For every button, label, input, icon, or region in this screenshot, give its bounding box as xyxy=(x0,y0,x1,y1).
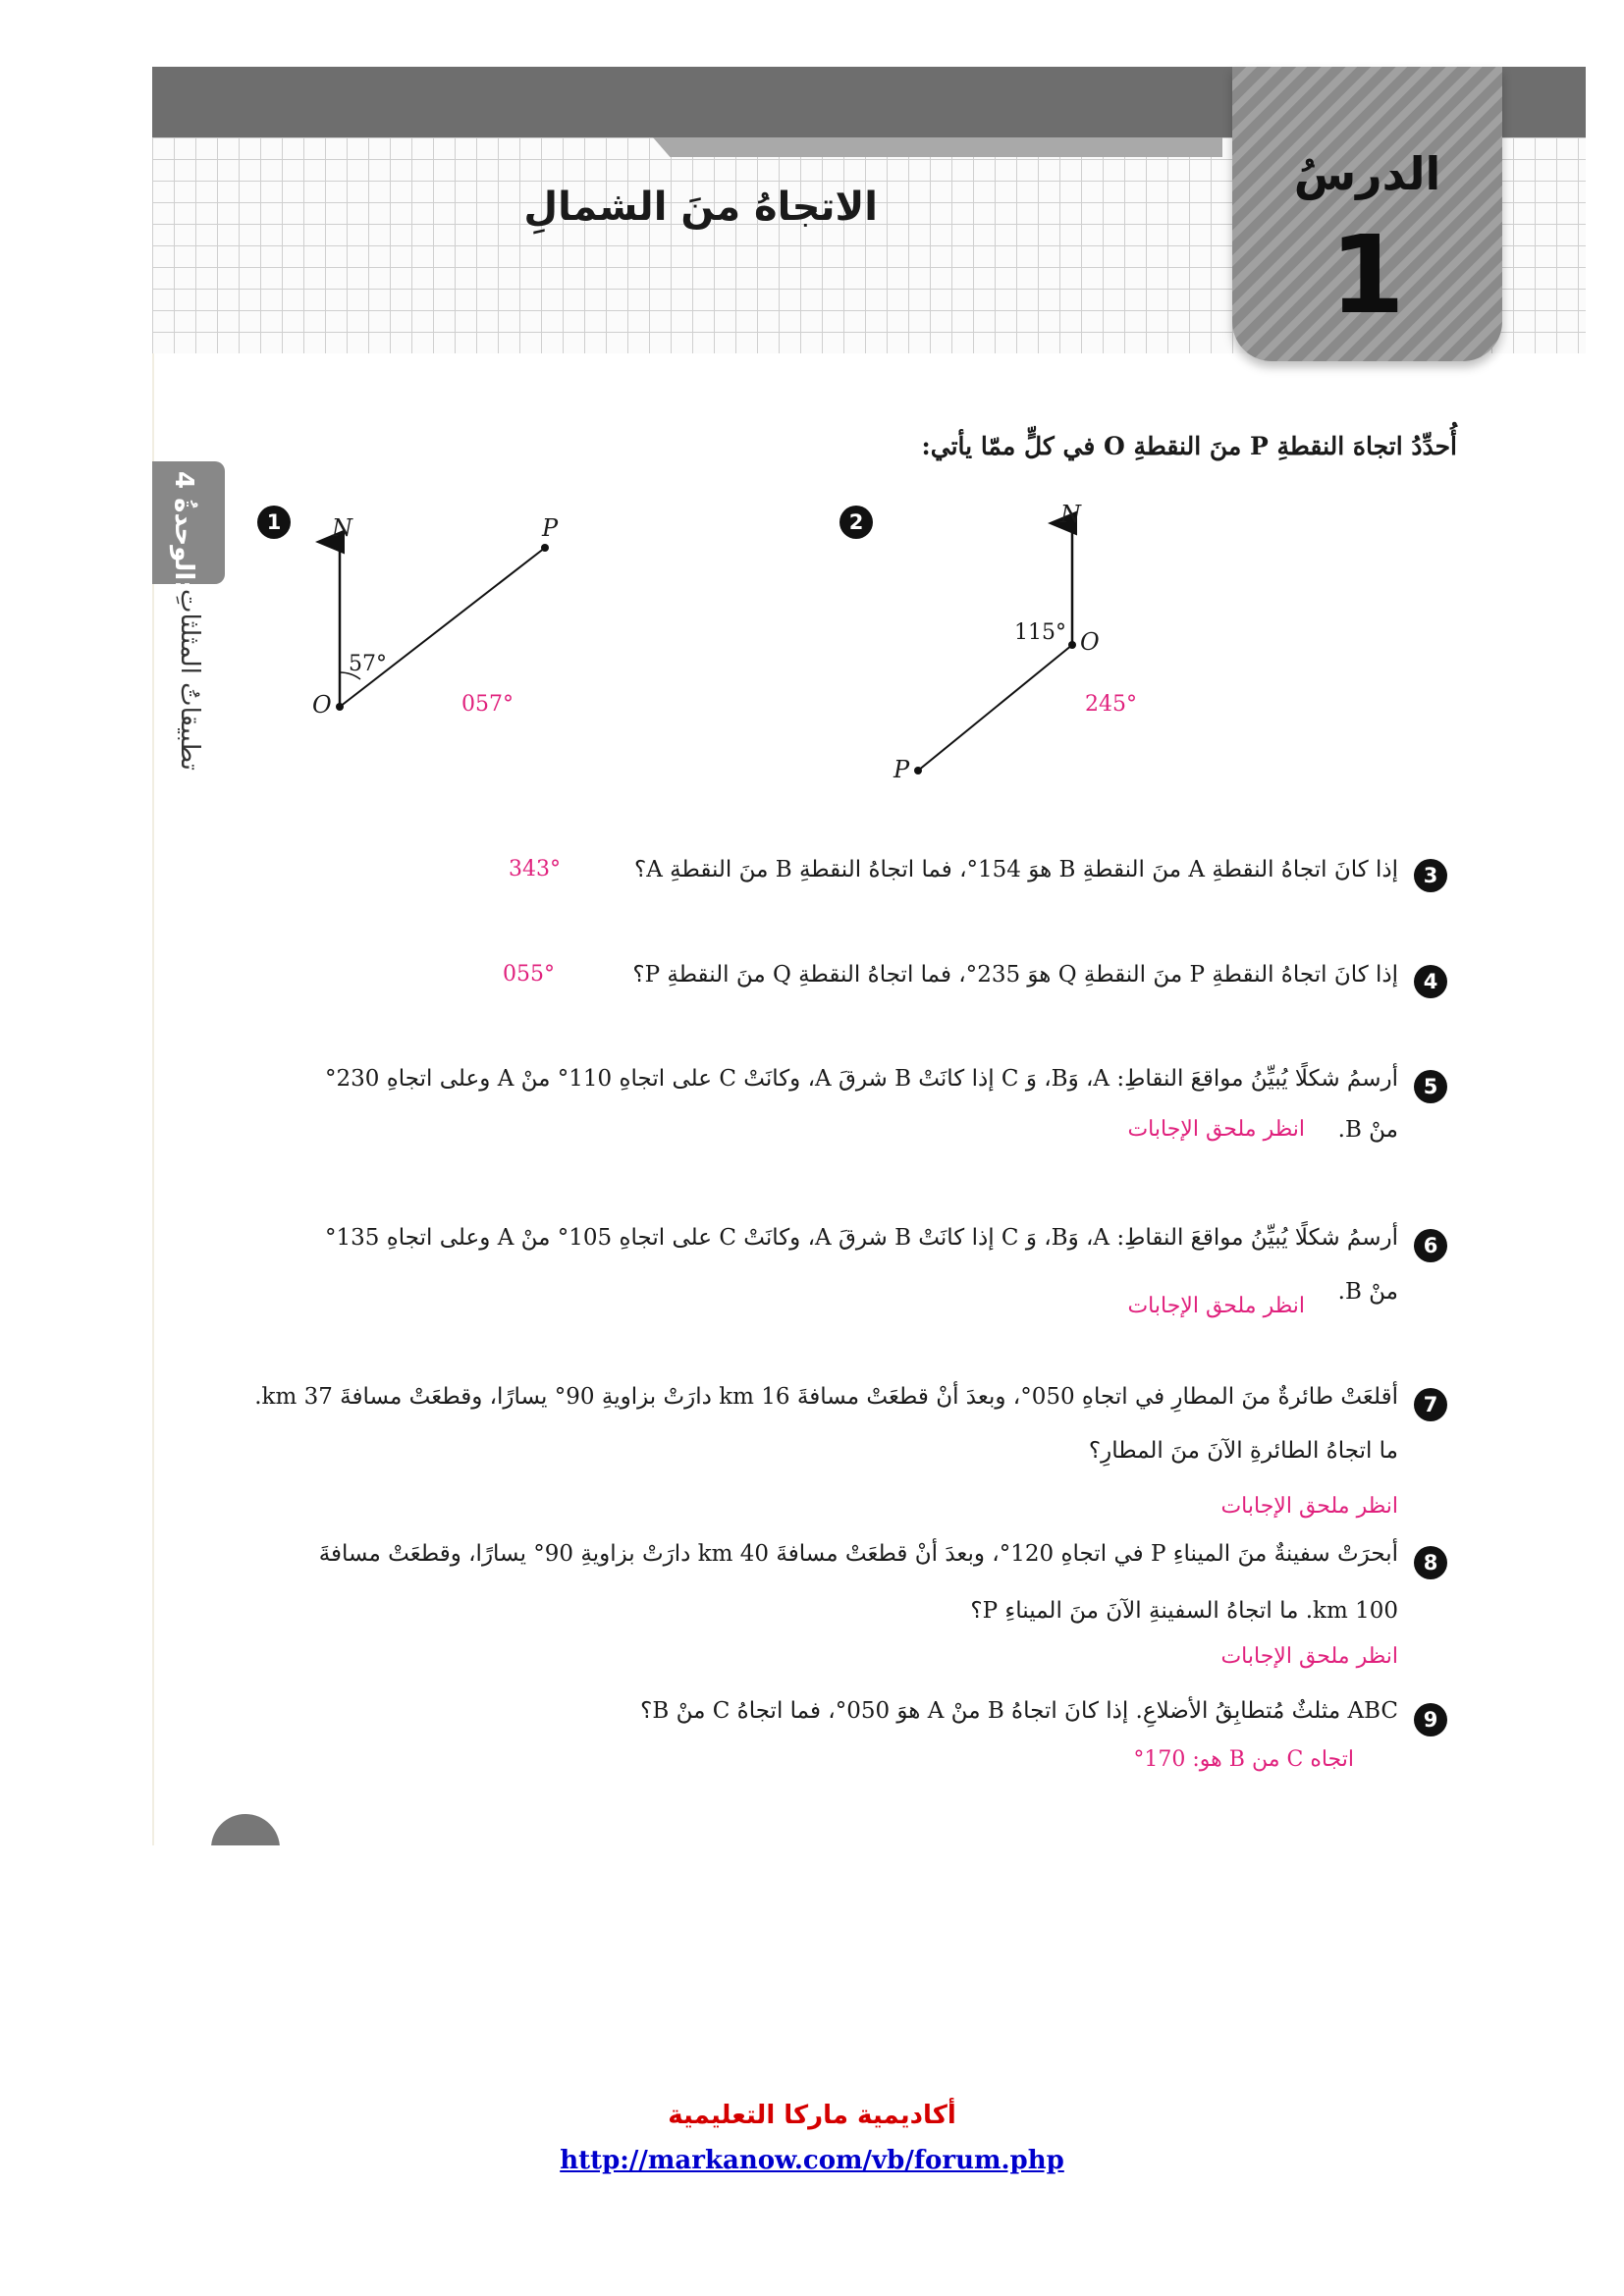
direction-line xyxy=(918,645,1072,771)
question-text: 100 km. ما اتجاهُ السفينةِ الآنَ منَ الميناءِ P؟ xyxy=(970,1598,1398,1624)
unit-name: تطبيقاتُ المثلثاتِ xyxy=(175,589,204,771)
lesson-title: الاتجاهُ منَ الشمالِ xyxy=(523,185,878,230)
figure-number: 1 xyxy=(257,506,291,539)
lesson-number: 1 xyxy=(1329,212,1405,338)
point-o xyxy=(1068,641,1076,649)
question-text: أقلعَتْ طائرةٌ منَ المطارِ في اتجاهِ 050°، وبعدَ أنْ قطعَتْ مسافةَ 16 km دارَتْ بزاويةِ 90° يسارًا، وقطعَتْ مسافةَ 37 km. xyxy=(254,1384,1398,1410)
question-text: إذا كانَ اتجاهُ النقطةِ A منَ النقطةِ B هوَ 154°، فما اتجاهُ النقطةِ B منَ النقطةِ A؟ xyxy=(633,857,1398,882)
page-bottom-mask xyxy=(152,1845,349,1924)
question-number: 6 xyxy=(1414,1229,1447,1262)
question-text: إذا كانَ اتجاهُ النقطةِ P منَ النقطةِ Q هوَ 235°، فما اتجاهُ النقطةِ Q منَ النقطةِ P؟ xyxy=(632,962,1398,988)
north-label: N xyxy=(1060,501,1081,528)
answer: انظر ملحق الإجابات xyxy=(1220,1644,1398,1669)
point-o-label: O xyxy=(312,691,332,719)
answer: 055° xyxy=(503,962,555,987)
angle-label: 57° xyxy=(349,652,387,676)
question-text: منْ B. xyxy=(1337,1279,1398,1305)
question-number: 4 xyxy=(1414,965,1447,998)
point-p xyxy=(541,544,549,552)
figure-number: 2 xyxy=(839,506,873,539)
unit-label: الوحدةُ 4: xyxy=(169,471,198,591)
question-text: ABC مثلثٌ مُتطابِقُ الأضلاعِ. إذا كانَ اتجاهُ B منْ A هوَ 050°، فما اتجاهُ C منْ B؟ xyxy=(640,1698,1398,1724)
answer: انظر ملحق الإجابات xyxy=(1127,1294,1305,1318)
instruction: أُحدِّدُ اتجاهَ النقطةِ P منَ النقطةِ O في كلٍّ ممّا يأتي: xyxy=(921,432,1457,460)
question-number: 7 xyxy=(1414,1388,1447,1421)
header-strip xyxy=(653,137,1222,157)
question-number: 3 xyxy=(1414,859,1447,892)
figure-2-diagram xyxy=(884,496,1139,790)
answer: انظر ملحق الإجابات xyxy=(1127,1117,1305,1142)
question-text: أبحرَتْ سفينةٌ منَ الميناءِ P في اتجاهِ 120°، وبعدَ أنْ قطعَتْ مسافةَ 40 km دارَتْ بزاويةِ 90° يسارًا، وقطعَتْ مسافةَ xyxy=(318,1541,1398,1567)
question-number: 8 xyxy=(1414,1546,1447,1579)
point-o-label: O xyxy=(1080,628,1100,656)
question-text: أرسمُ شكلًا يُبيِّنُ مواقعَ النقاطِ: A، وَB، وَ C إذا كانَتْ B شرقَ A، وكانَتْ C على اتجاهِ 110° منْ A وعلى اتجاهِ 230° xyxy=(325,1066,1398,1092)
question-number: 9 xyxy=(1414,1703,1447,1736)
lesson-word: الدرسُ xyxy=(1293,147,1441,200)
answer: 343° xyxy=(509,857,561,881)
answer: 245° xyxy=(1085,692,1137,717)
question-number: 5 xyxy=(1414,1070,1447,1103)
answer: انظر ملحق الإجابات xyxy=(1220,1494,1398,1519)
point-p-label: P xyxy=(542,514,559,542)
footer-link[interactable]: http://markanow.com/vb/forum.php xyxy=(560,2146,1064,2175)
answer: 057° xyxy=(461,692,514,717)
north-label: N xyxy=(332,514,352,542)
answer: اتجاه C من B هو: 170° xyxy=(1133,1747,1354,1772)
point-p-label: P xyxy=(893,756,910,783)
angle-label: 115° xyxy=(1014,620,1066,645)
direction-line xyxy=(340,548,545,707)
footer-organization: أكاديمية ماركا التعليمية xyxy=(668,2101,956,2130)
point-p xyxy=(914,767,922,774)
question-text: أرسمُ شكلًا يُبيِّنُ مواقعَ النقاطِ: A، وَB، وَ C إذا كانَتْ B شرقَ A، وكانَتْ C على اتجاهِ 105° منْ A وعلى اتجاهِ 135° xyxy=(325,1225,1398,1251)
question-text: منْ B. xyxy=(1337,1117,1398,1143)
point-o xyxy=(336,703,344,711)
question-text: ما اتجاهُ الطائرةِ الآنَ منَ المطارِ؟ xyxy=(1088,1438,1398,1464)
